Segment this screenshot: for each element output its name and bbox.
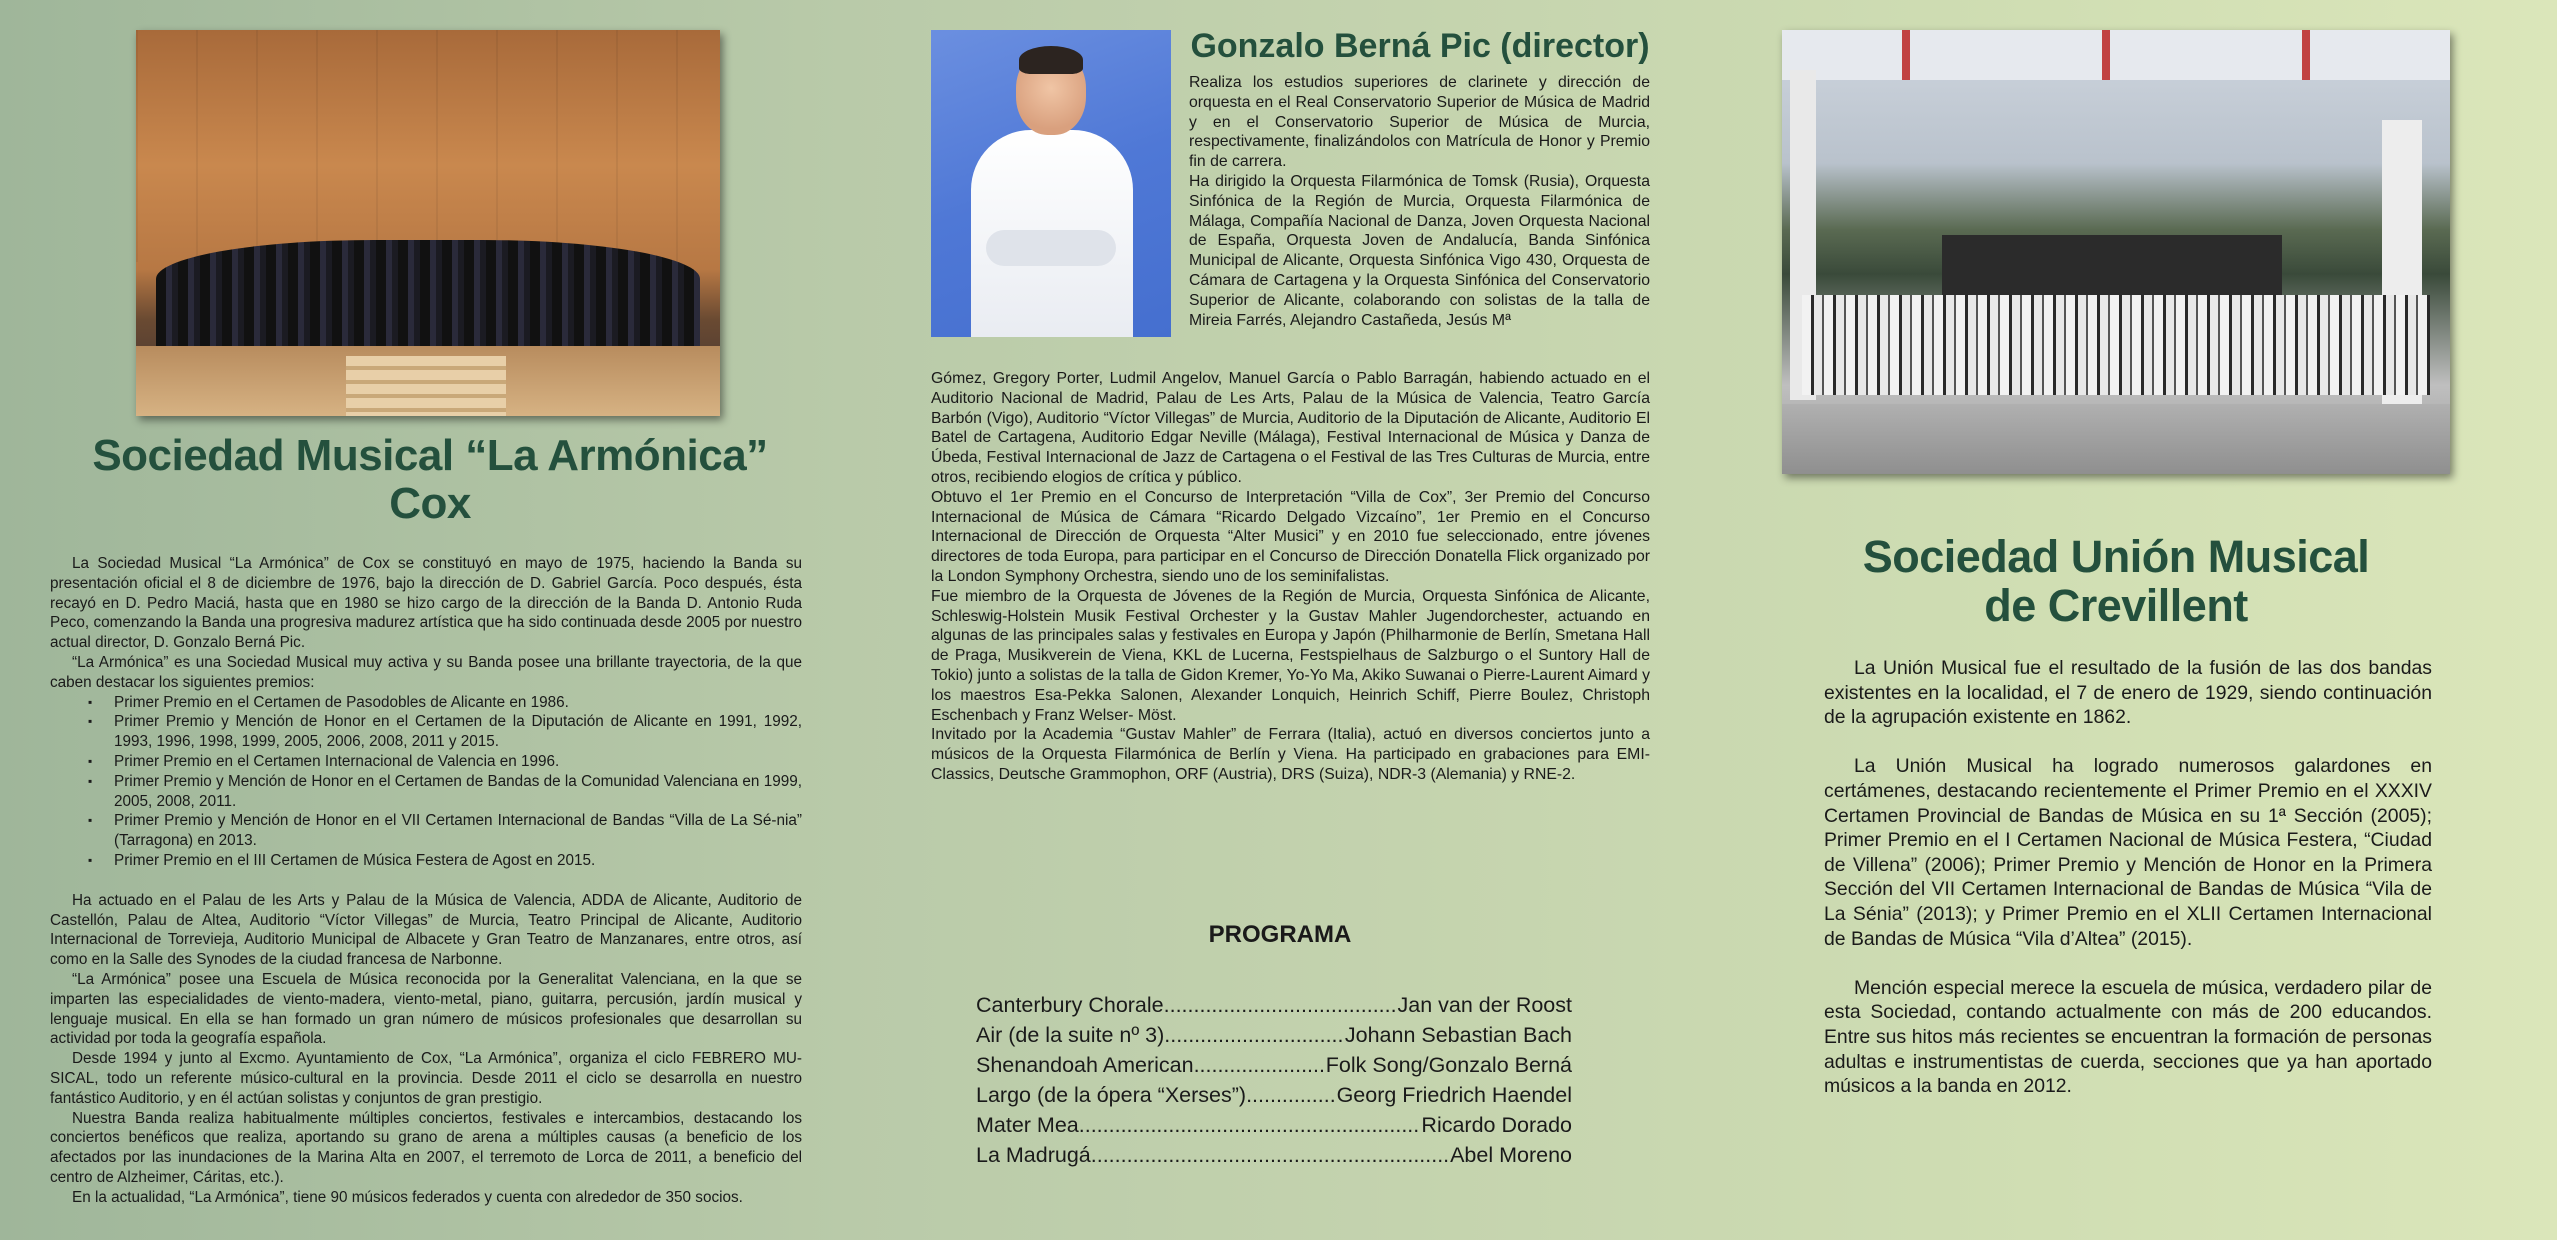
paragraph: Invitado por la Academia “Gustav Mahler” de Ferrara (Italia), actuó en diversos conciertos junto a músicos de la Orquesta Filarmónica de Berlín y Viena. Ha participado en grabaciones para EMI-Classics, Deutsche Grammophon, ORF (Austria), DRS (Suiza), NDR-3 (Alemania) y RNE-2. (931, 726, 1650, 783)
award-item: ▪ Primer Premio en el Certamen de Pasodobles de Alicante en 1986. (114, 693, 802, 713)
programa-item (976, 1140, 1572, 1170)
crevillent-history (1824, 656, 2432, 1099)
award-item: ▪ Primer Premio y Mención de Honor en el Certamen de Bandas de la Comunidad Valenciana en 1999, 2005, 2008, 2011. (114, 772, 802, 812)
armonica-title-line2: Cox (389, 479, 471, 528)
paragraph: Gómez, Gregory Porter, Ludmil Angelov, Manuel García o Pablo Barragán, habiendo actuado en el Auditorio Nacional de Madrid, Palau de Les Arts, Palau de la Música de Valencia, Teatro García Barbón (Vigo), Auditorio “Víctor Villegas” de Murcia, Auditorio de la Diputación de Alicante, Auditorio El Batel de Cartagena, Auditorio Edgar Neville (Málaga), Festival Internacional de Música y Danza de Úbeda, Festival Internacional de Jazz de Cartagena o el Festival de las Tres Culturas de Murcia, entre otros, recibiendo elogios de crítica y público. (931, 370, 1650, 486)
programa-item (976, 1050, 1572, 1080)
left-panel (0, 0, 860, 1240)
paragraph: Ha dirigido la Orquesta Filarmónica de Tomsk (Rusia), Orquesta Sinfónica de la Región de Murcia, Orquesta Filarmónica de Málaga, Compañía Nacional de Danza, Joven Orquesta Nacional de España, Orquesta Joven de Andalucía, Banda Sinfónica Municipal de Alicante, Orquesta Sinfónica Vigo 430, Orquesta de Cámara de Cartagena y la Orquesta Sinfónica del Conservatorio Superior de Alicante, colaborando con solistas de la talla de Mireia Farrés, Alejandro Castañeda, Jesús Mª (1189, 172, 1650, 329)
programa-composer: Ricardo Dorado (1421, 1113, 1572, 1137)
award-item: ▪ Primer Premio y Mención de Honor en el VII Certamen Internacional de Bandas “Villa de La Sé-nia” (Tarragona) en 2013. (114, 811, 802, 851)
paragraph: En la actualidad, “La Armónica”, tiene 90 músicos federados y cuenta con alrededor de 350 socios. (72, 1188, 743, 1206)
director-bio-top (1189, 73, 1650, 330)
programa-composer: Jan van der Roost (1397, 993, 1572, 1017)
paragraph: Obtuvo el 1er Premio en el Concurso de Interpretación “Villa de Cox”, 3er Premio del Concurso Internacional de Música de Cámara “Ricardo Delgado Vizcaíno”, 1er Premio en el Concurso Internacional de Dirección de Orquesta “Alter Musici” y en 2010 fue seleccionado, entre jóvenes directores de toda Europa, para participar en el Concurso de Dirección Donatella Flick organizado por la London Symphony Orchestra, siendo uno de los seminifalistas. (931, 488, 1650, 585)
center-panel (900, 0, 1660, 1240)
director-portrait-photo (931, 30, 1171, 337)
programa-work: Largo (de la ópera “Xerses”) (976, 1083, 1247, 1107)
programa-work: Canterbury Chorale (976, 993, 1164, 1017)
programa-work: Air (de la suite nº 3) (976, 1023, 1165, 1047)
paragraph: Fue miembro de la Orquesta de Jóvenes de la Región de Murcia, Orquesta Sinfónica de Alicante, Schleswig-Holstein Musik Festival Orchester y la Gustav Mahler Jugendorchester, actuando en algunas de las principales salas y festivales en Europa y Japón (Philharmonie de Berlín, Smetana Hall de Praga, Musikverein de Viena, KKL de Lucerna, Festspielhaus de Salzburgo o el Suntory Hall de Tokio) junto a solistas de la talla de Gidon Kremer, Yo-Yo Ma, Akiko Suwanai o Pierre-Laurent Aimard y los maestros Esa-Pekka Salonen, Alexander Lonquich, Heinrich Schiff, Pierre Boulez, Christoph Eschenbach y Franz Welser- Möst. (931, 587, 1650, 724)
programa-work: Mater Mea (976, 1113, 1079, 1137)
paragraph: Realiza los estudios superiores de clarinete y dirección de orquesta en el Real Conservatorio Superior de Música de Madrid y en el Conservatorio Superior de Música de Murcia, respectivamente, finalizándolos con Matrícula de Honor y Premio fin de carrera. (1189, 74, 1650, 171)
paragraph: Mención especial merece la escuela de música, verdadero pilar de esta Sociedad, contando actualmente con más de 200 educandos. Entre sus hitos más recientes se encuentran la formación de personas adultas e instrumentistas de cuerda, secciones que ya han aportado músicos a la banda en 2012. (1824, 976, 2432, 1098)
crevillent-title-line1: Sociedad Unión Musical (1862, 531, 2370, 582)
programa-composer: Folk Song/Gonzalo Berná (1325, 1053, 1572, 1077)
programa-composer: Georg Friedrich Haendel (1336, 1083, 1572, 1107)
award-item: ▪ Primer Premio en el Certamen Internacional de Valencia en 1996. (114, 752, 802, 772)
award-item: ▪ Primer Premio en el III Certamen de Música Festera de Agost en 2015. (114, 851, 802, 871)
paragraph: “La Armónica” es una Sociedad Musical muy activa y su Banda posee una brillante trayectoria, de la que caben destacar los siguientes premios: (50, 653, 802, 691)
programa-item (976, 1110, 1572, 1140)
armonica-history (50, 554, 802, 1208)
programa-list (976, 990, 1572, 1170)
programa-composer: Abel Moreno (1450, 1143, 1572, 1167)
paragraph: Nuestra Banda realiza habitualmente múltiples conciertos, festivales e intercambios, destacando los conciertos benéficos que realiza, aportando su grano de arena a múltiples causas (a beneficio de los afectados por las inundaciones de la Marina Alta en 2007, el terremoto de Lorca de 2011, a beneficio del centro de Alzheimer, Cáritas, etc.). (50, 1109, 802, 1186)
programa-title: PROGRAMA (1208, 921, 1352, 948)
paragraph: La Unión Musical fue el resultado de la fusión de las dos bandas existentes en la localidad, el 7 de enero de 1929, siendo continuación de la agrupación existente en 1862. (1824, 657, 2432, 729)
director-bio-rest (931, 369, 1650, 785)
director-name: Gonzalo Berná Pic (director) (1190, 27, 1650, 65)
paragraph: La Unión Musical ha logrado numerosos galardones en certámenes, destacando recientemente el Primer Premio en el XXXIV Certamen Provincial de Bandas de Música en su 1ª Sección (2005); Primer Premio en el I Certamen Nacional de Música Festera, “Ciudad de Villena” (2006); Primer Premio y Mención de Honor en la Primera Sección del VII Certamen Internacional de Bandas de Música “Vila de La Sénia” (2013); y Primer Premio en el XLII Certamen Internacional de Bandas de Música “Vila d’Altea” (2015). (1824, 755, 2432, 950)
paragraph: Ha actuado en el Palau de les Arts y Palau de la Música de Valencia, ADDA de Alicante, Auditorio de Castellón, Palau de Altea, Auditorio “Víctor Villegas” de Murcia, Teatro Principal de Alicante, Auditorio Internacional de Torrevieja, Auditorio Municipal de Albacete y Gran Teatro de Manzanares, entre otros, así como en la Salle des Synodes de la ciudad francesa de Narbonne. (50, 891, 802, 969)
paragraph: “La Armónica” posee una Escuela de Música reconocida por la Generalitat Valenciana, en la que se imparten las especialidades de viento-madera, viento-metal, piano, guitarra, percusión, jardín musical y lenguaje musical. En ella se han formado un gran número de músicos profesionales que desarrollan su actividad por toda la geografía española. (50, 970, 802, 1048)
award-item: ▪ Primer Premio y Mención de Honor en el Certamen de la Diputación de Alicante en 1991, 1992, 1993, 1996, 1998, 1999, 2005, 2006, 2008, 2011 y 2015. (114, 712, 802, 752)
awards-list (50, 693, 802, 871)
crevillent-title (1782, 532, 2450, 630)
right-panel (1720, 0, 2557, 1240)
programa-work: Shenandoah American (976, 1053, 1194, 1077)
band-auditorium-photo (136, 30, 720, 416)
programa-item (976, 990, 1572, 1020)
armonica-title (60, 432, 800, 528)
programa-work: La Madrugá (976, 1143, 1091, 1167)
crevillent-title-line2: de Crevillent (1984, 580, 2248, 631)
armonica-title-line1: Sociedad Musical “La Armónica” (92, 431, 768, 480)
paragraph: Desde 1994 y junto al Excmo. Ayuntamiento de Cox, “La Armónica”, organiza el ciclo FEBRERO MU-SICAL, todo un referente músico-cultural en la provincia. Desde 2011 el ciclo se desarrolla en nuestro fantástico Auditorio, y en él actúan solistas y conjuntos de gran prestigio. (50, 1050, 802, 1107)
programa-item (976, 1020, 1572, 1050)
paragraph: La Sociedad Musical “La Armónica” de Cox se constituyó en mayo de 1975, haciendo la Banda su presentación oficial el 8 de diciembre de 1976, bajo la dirección de D. Gabriel García. Poco después, ésta recayó en D. Pedro Maciá, hasta que en 1980 se hizo cargo de la dirección de la Banda D. Antonio Ruda Peco, comenzando la Banda una progresiva madurez artística que ha sido continuada desde 2005 por nuestro actual director, D. Gonzalo Berná Pic. (50, 555, 802, 652)
outdoor-concert-photo (1782, 30, 2450, 474)
programa-composer: Johann Sebastian Bach (1344, 1023, 1572, 1047)
programa-item (976, 1080, 1572, 1110)
